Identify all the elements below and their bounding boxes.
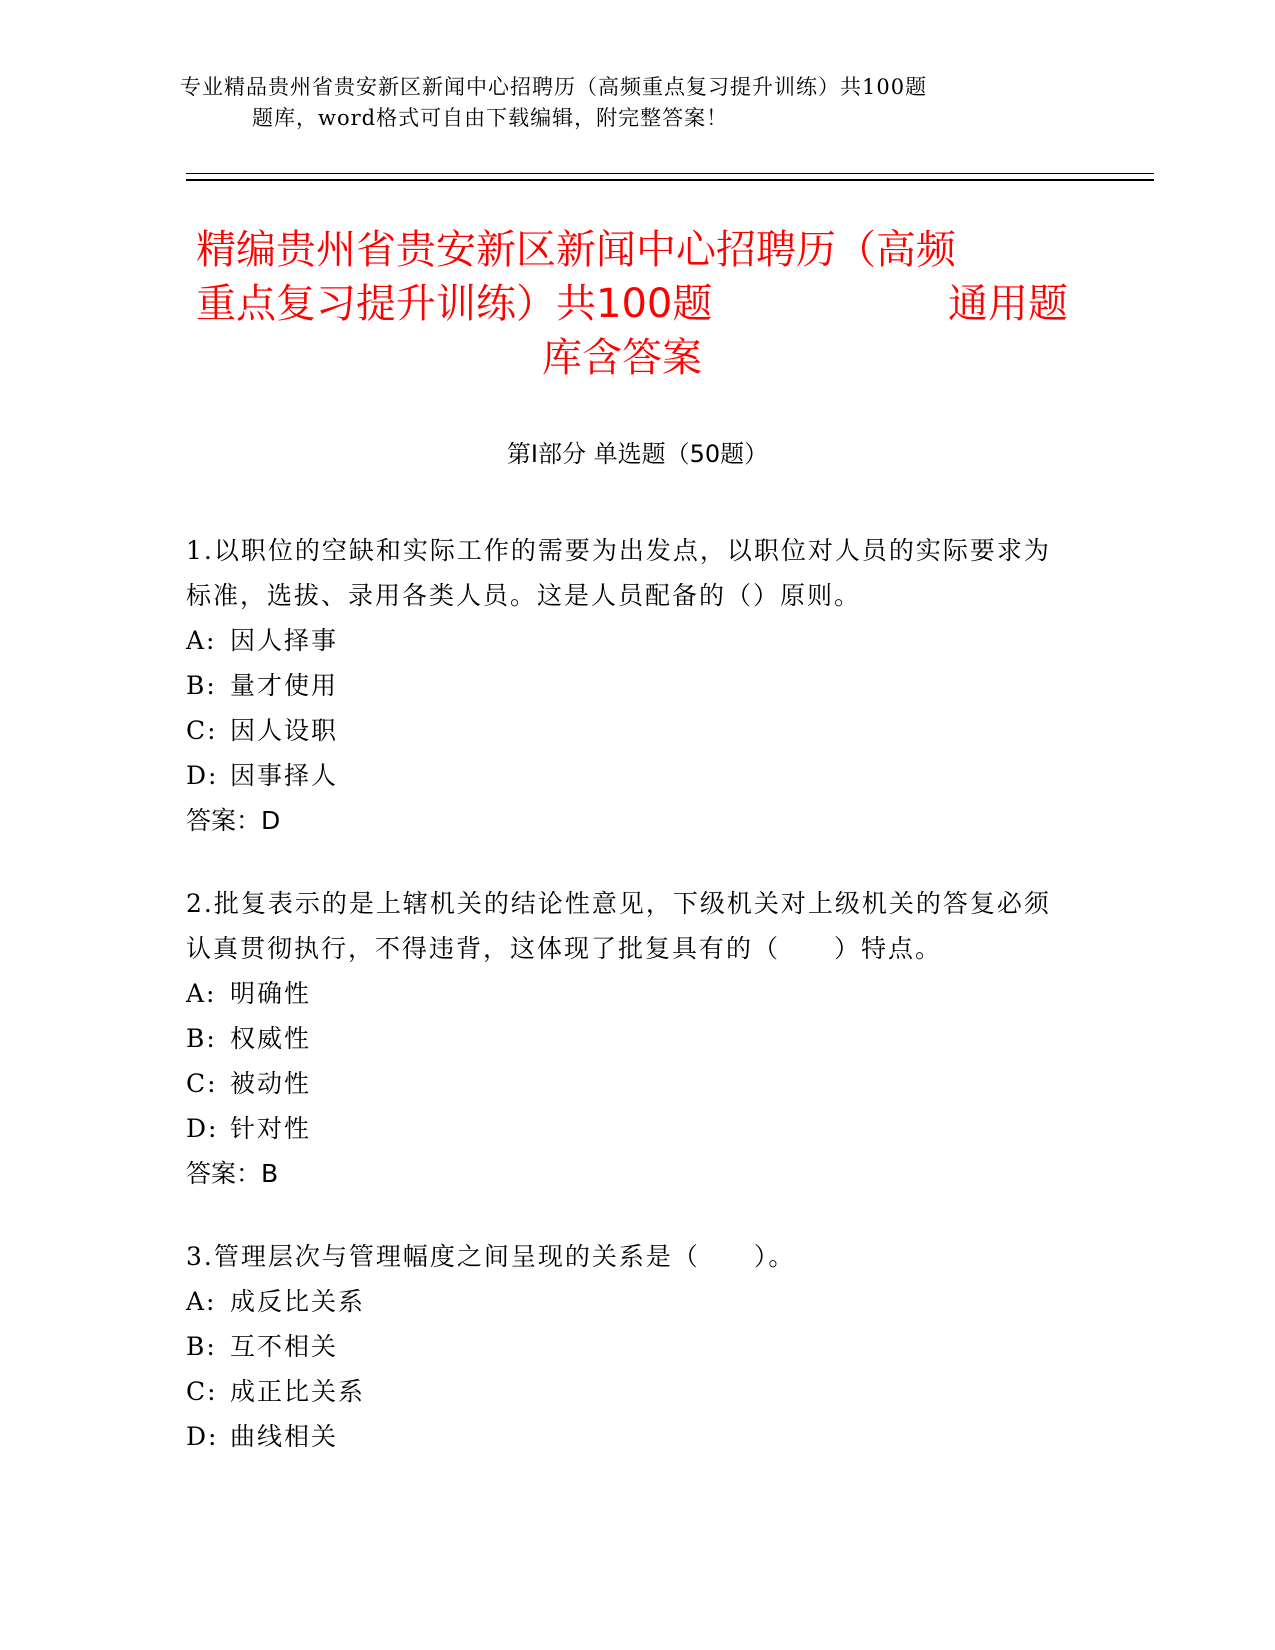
option-text: 成正比关系 (230, 1377, 366, 1406)
option-text: 互不相关 (230, 1332, 339, 1361)
option-key: D: (186, 761, 219, 790)
title-line-2 (196, 277, 1068, 331)
option-text: 成反比关系 (230, 1287, 366, 1316)
option-key: A: (186, 979, 217, 1008)
option-c (186, 1061, 1066, 1106)
option-key: C: (186, 1377, 218, 1406)
question-3 (186, 1234, 1066, 1459)
option-a (186, 971, 1066, 1016)
header-divider-thin (186, 173, 1154, 174)
option-key: D: (186, 1422, 219, 1451)
option-d (186, 1414, 1066, 1459)
title-line-2-right: 通用题 (948, 281, 1068, 327)
answer: 答案：B (186, 1159, 279, 1188)
title-line-3: 库含答案 (542, 335, 702, 381)
option-text: 权威性 (230, 1024, 312, 1053)
option-text: 因事择人 (230, 761, 339, 790)
option-b (186, 663, 1066, 708)
option-text: 量才使用 (230, 671, 339, 700)
question-list (186, 528, 1066, 1497)
option-key: A: (186, 626, 217, 655)
option-text: 被动性 (230, 1069, 312, 1098)
header-divider-thick (186, 179, 1154, 181)
option-text: 明确性 (230, 979, 312, 1008)
document-header (180, 72, 1000, 134)
option-text: 因人择事 (230, 626, 339, 655)
option-d (186, 753, 1066, 798)
question-stem: 1.以职位的空缺和实际工作的需要为出发点，以职位对人员的实际要求为标准，选拔、录用各类人员。这是人员配备的（）原则。 (186, 536, 1051, 610)
option-text: 曲线相关 (230, 1422, 339, 1451)
title-line-2-left: 重点复习提升训练）共100题 (196, 281, 713, 327)
option-c (186, 1369, 1066, 1414)
option-text: 因人设职 (230, 716, 339, 745)
option-text: 针对性 (230, 1114, 312, 1143)
option-d (186, 1106, 1066, 1151)
header-line-1: 专业精品贵州省贵安新区新闻中心招聘历（高频重点复习提升训练）共100题 (180, 75, 928, 99)
option-key: B: (186, 1024, 217, 1053)
option-key: C: (186, 716, 218, 745)
question-2 (186, 881, 1066, 1196)
answer: 答案：D (186, 806, 281, 835)
option-key: C: (186, 1069, 218, 1098)
question-stem: 2.批复表示的是上辖机关的结论性意见，下级机关对上级机关的答复必须认真贯彻执行，不得违背，这体现了批复具有的（ ）特点。 (186, 889, 1051, 963)
option-key: B: (186, 1332, 217, 1361)
section-title: 第Ⅰ部分 单选题（50题） (506, 440, 769, 468)
option-b (186, 1016, 1066, 1061)
option-a (186, 1279, 1066, 1324)
question-1 (186, 528, 1066, 843)
option-a (186, 618, 1066, 663)
header-line-2: 题库，word格式可自由下载编辑，附完整答案！ (252, 106, 729, 130)
option-key: A: (186, 1287, 217, 1316)
title-line-1: 精编贵州省贵安新区新闻中心招聘历（高频 (196, 227, 956, 273)
option-b (186, 1324, 1066, 1369)
option-key: B: (186, 671, 217, 700)
question-stem: 3.管理层次与管理幅度之间呈现的关系是（ ）。 (186, 1242, 796, 1271)
document-title (196, 223, 1076, 385)
option-c (186, 708, 1066, 753)
option-key: D: (186, 1114, 219, 1143)
